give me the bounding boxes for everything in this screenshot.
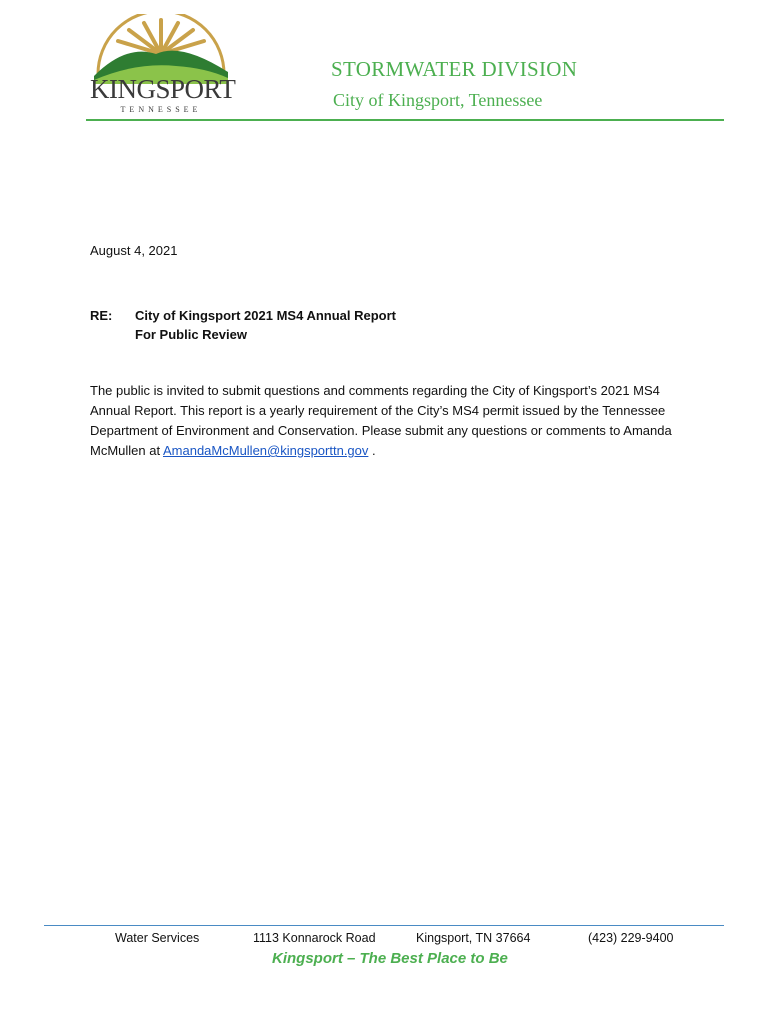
kingsport-logo [86,14,236,120]
letter-date: August 4, 2021 [90,243,178,258]
footer-city-state: Kingsport, TN 37664 [416,931,531,945]
division-title: STORMWATER DIVISION [331,57,578,81]
logo-wordmark: KINGSPORT [90,74,236,104]
body-text-before: The public is invited to submit questions and comments regarding the City of Kingsport’s 2021 MS4 Annual Report. This report is a yearly requirement of the City’s MS4 permit issued by the Tennessee Department of Environment and Conservation. Please submit any questions or comments to Amanda McMullen at [90,383,672,458]
body-text-after: . [368,443,376,458]
re-subject-line-2: For Public Review [135,327,247,342]
footer-address: 1113 Konnarock Road [253,931,376,945]
re-subject-line-1: City of Kingsport 2021 MS4 Annual Report [135,308,396,323]
logo-subtitle: TENNESSEE [120,105,202,114]
email-link[interactable]: AmandaMcMullen@kingsporttn.gov [162,443,369,458]
footer-divider [44,925,724,926]
letter-body [90,381,690,461]
header-divider [86,119,724,121]
city-subtitle: City of Kingsport, Tennessee [333,90,543,110]
footer-department: Water Services [115,931,200,945]
footer-slogan: Kingsport – The Best Place to Be [272,950,508,967]
re-label: RE: [90,308,113,323]
footer-phone: (423) 229-9400 [588,931,674,945]
